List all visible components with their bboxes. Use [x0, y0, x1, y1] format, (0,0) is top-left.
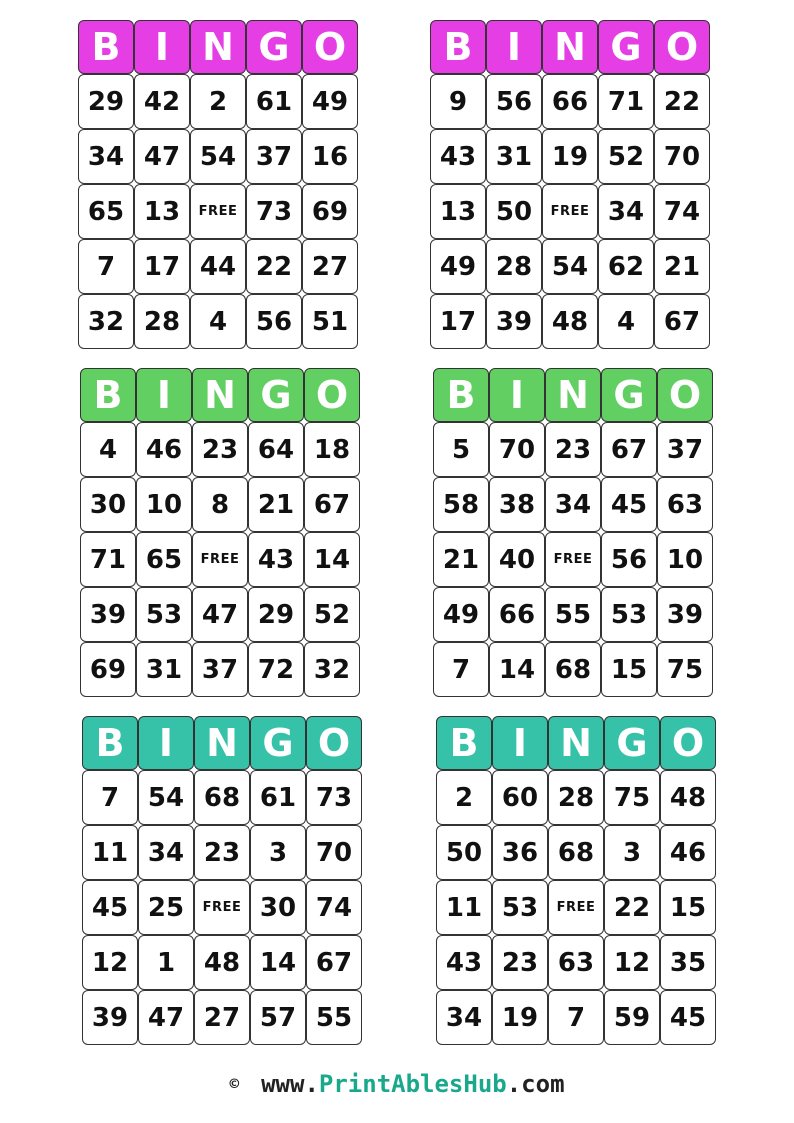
bingo-grid — [433, 422, 713, 697]
number-cell: 47 — [192, 587, 248, 642]
bingo-card — [430, 20, 710, 349]
number-cell: 63 — [657, 477, 713, 532]
number-cell: 49 — [302, 74, 358, 129]
number-cell: 39 — [82, 990, 138, 1045]
number-cell: 30 — [250, 880, 306, 935]
number-cell: 7 — [78, 239, 134, 294]
header-letter: N — [194, 716, 250, 770]
bingo-grid — [78, 74, 358, 349]
number-cell: 74 — [654, 184, 710, 239]
bingo-card — [78, 20, 358, 349]
number-cell: 31 — [136, 642, 192, 697]
number-cell: 56 — [601, 532, 657, 587]
number-cell: 15 — [660, 880, 716, 935]
number-cell: 43 — [436, 935, 492, 990]
number-cell: 22 — [246, 239, 302, 294]
number-cell: 14 — [304, 532, 360, 587]
number-cell: 17 — [134, 239, 190, 294]
number-cell: 22 — [604, 880, 660, 935]
number-cell: 46 — [660, 825, 716, 880]
number-cell: 32 — [304, 642, 360, 697]
number-cell: 4 — [598, 294, 654, 349]
header-letter: N — [190, 20, 246, 74]
number-cell: 61 — [246, 74, 302, 129]
footer-prefix: www. — [261, 1070, 319, 1098]
number-cell: 46 — [136, 422, 192, 477]
number-cell: 23 — [194, 825, 250, 880]
number-cell: 45 — [601, 477, 657, 532]
free-cell: FREE — [542, 184, 598, 239]
number-cell: 39 — [80, 587, 136, 642]
bingo-grid — [430, 74, 710, 349]
number-cell: 12 — [604, 935, 660, 990]
header-letter: O — [660, 716, 716, 770]
number-cell: 43 — [248, 532, 304, 587]
number-cell: 68 — [194, 770, 250, 825]
number-cell: 7 — [82, 770, 138, 825]
number-cell: 70 — [306, 825, 362, 880]
number-cell: 25 — [138, 880, 194, 935]
footer-suffix: .com — [506, 1070, 565, 1098]
number-cell: 60 — [492, 770, 548, 825]
number-cell: 19 — [492, 990, 548, 1045]
number-cell: 70 — [654, 129, 710, 184]
number-cell: 40 — [489, 532, 545, 587]
free-cell: FREE — [548, 880, 604, 935]
header-letter: O — [657, 368, 713, 422]
number-cell: 57 — [250, 990, 306, 1045]
bingo-header — [80, 368, 360, 422]
number-cell: 65 — [136, 532, 192, 587]
number-cell: 15 — [601, 642, 657, 697]
number-cell: 4 — [80, 422, 136, 477]
bingo-header — [82, 716, 362, 770]
header-letter: B — [78, 20, 134, 74]
footer-brand: PrintAblesHub — [318, 1070, 507, 1098]
bingo-grid — [80, 422, 360, 697]
number-cell: 53 — [492, 880, 548, 935]
number-cell: 18 — [304, 422, 360, 477]
number-cell: 53 — [136, 587, 192, 642]
number-cell: 56 — [486, 74, 542, 129]
header-letter: O — [654, 20, 710, 74]
number-cell: 29 — [78, 74, 134, 129]
number-cell: 48 — [660, 770, 716, 825]
number-cell: 54 — [138, 770, 194, 825]
header-letter: O — [306, 716, 362, 770]
header-letter: N — [542, 20, 598, 74]
number-cell: 8 — [192, 477, 248, 532]
number-cell: 62 — [598, 239, 654, 294]
number-cell: 10 — [657, 532, 713, 587]
bingo-header — [78, 20, 358, 74]
number-cell: 51 — [302, 294, 358, 349]
header-letter: N — [548, 716, 604, 770]
number-cell: 52 — [304, 587, 360, 642]
number-cell: 74 — [306, 880, 362, 935]
number-cell: 48 — [542, 294, 598, 349]
number-cell: 34 — [78, 129, 134, 184]
number-cell: 69 — [302, 184, 358, 239]
bingo-grid — [82, 770, 362, 1045]
header-letter: G — [601, 368, 657, 422]
number-cell: 69 — [80, 642, 136, 697]
number-cell: 73 — [246, 184, 302, 239]
number-cell: 49 — [430, 239, 486, 294]
number-cell: 72 — [248, 642, 304, 697]
number-cell: 31 — [486, 129, 542, 184]
number-cell: 65 — [78, 184, 134, 239]
header-letter: O — [304, 368, 360, 422]
number-cell: 55 — [545, 587, 601, 642]
header-letter: B — [80, 368, 136, 422]
header-letter: B — [82, 716, 138, 770]
number-cell: 38 — [489, 477, 545, 532]
number-cell: 11 — [82, 825, 138, 880]
number-cell: 56 — [246, 294, 302, 349]
number-cell: 67 — [306, 935, 362, 990]
number-cell: 7 — [548, 990, 604, 1045]
number-cell: 27 — [194, 990, 250, 1045]
number-cell: 3 — [250, 825, 306, 880]
free-cell: FREE — [192, 532, 248, 587]
number-cell: 13 — [134, 184, 190, 239]
number-cell: 37 — [246, 129, 302, 184]
number-cell: 53 — [601, 587, 657, 642]
number-cell: 13 — [430, 184, 486, 239]
number-cell: 29 — [248, 587, 304, 642]
bingo-header — [430, 20, 710, 74]
number-cell: 32 — [78, 294, 134, 349]
number-cell: 11 — [436, 880, 492, 935]
bingo-header — [436, 716, 716, 770]
number-cell: 54 — [542, 239, 598, 294]
number-cell: 61 — [250, 770, 306, 825]
header-letter: G — [248, 368, 304, 422]
header-letter: O — [302, 20, 358, 74]
number-cell: 21 — [248, 477, 304, 532]
free-cell: FREE — [194, 880, 250, 935]
number-cell: 50 — [486, 184, 542, 239]
bingo-card — [436, 716, 716, 1045]
number-cell: 71 — [598, 74, 654, 129]
footer-website — [0, 1070, 794, 1098]
number-cell: 30 — [80, 477, 136, 532]
number-cell: 50 — [436, 825, 492, 880]
bingo-header — [433, 368, 713, 422]
copyright-symbol: © — [229, 1074, 240, 1093]
number-cell: 48 — [194, 935, 250, 990]
header-letter: G — [598, 20, 654, 74]
number-cell: 23 — [192, 422, 248, 477]
number-cell: 4 — [190, 294, 246, 349]
number-cell: 14 — [489, 642, 545, 697]
number-cell: 34 — [598, 184, 654, 239]
bingo-card — [433, 368, 713, 697]
header-letter: I — [489, 368, 545, 422]
number-cell: 67 — [304, 477, 360, 532]
header-letter: N — [545, 368, 601, 422]
header-letter: I — [138, 716, 194, 770]
number-cell: 39 — [657, 587, 713, 642]
number-cell: 52 — [598, 129, 654, 184]
number-cell: 58 — [433, 477, 489, 532]
number-cell: 68 — [545, 642, 601, 697]
number-cell: 35 — [660, 935, 716, 990]
number-cell: 67 — [654, 294, 710, 349]
header-letter: I — [136, 368, 192, 422]
header-letter: N — [192, 368, 248, 422]
header-letter: B — [433, 368, 489, 422]
number-cell: 39 — [486, 294, 542, 349]
bingo-card — [82, 716, 362, 1045]
number-cell: 21 — [433, 532, 489, 587]
number-cell: 14 — [250, 935, 306, 990]
number-cell: 54 — [190, 129, 246, 184]
number-cell: 2 — [190, 74, 246, 129]
number-cell: 34 — [436, 990, 492, 1045]
number-cell: 28 — [486, 239, 542, 294]
number-cell: 73 — [306, 770, 362, 825]
number-cell: 59 — [604, 990, 660, 1045]
number-cell: 16 — [302, 129, 358, 184]
number-cell: 66 — [542, 74, 598, 129]
number-cell: 5 — [433, 422, 489, 477]
header-letter: G — [250, 716, 306, 770]
free-cell: FREE — [190, 184, 246, 239]
number-cell: 55 — [306, 990, 362, 1045]
number-cell: 37 — [657, 422, 713, 477]
number-cell: 49 — [433, 587, 489, 642]
number-cell: 17 — [430, 294, 486, 349]
number-cell: 22 — [654, 74, 710, 129]
number-cell: 27 — [302, 239, 358, 294]
number-cell: 7 — [433, 642, 489, 697]
number-cell: 75 — [657, 642, 713, 697]
number-cell: 2 — [436, 770, 492, 825]
number-cell: 66 — [489, 587, 545, 642]
number-cell: 45 — [82, 880, 138, 935]
number-cell: 44 — [190, 239, 246, 294]
number-cell: 71 — [80, 532, 136, 587]
header-letter: B — [430, 20, 486, 74]
number-cell: 47 — [138, 990, 194, 1045]
header-letter: I — [492, 716, 548, 770]
number-cell: 70 — [489, 422, 545, 477]
number-cell: 23 — [545, 422, 601, 477]
number-cell: 68 — [548, 825, 604, 880]
header-letter: I — [486, 20, 542, 74]
number-cell: 63 — [548, 935, 604, 990]
free-cell: FREE — [545, 532, 601, 587]
number-cell: 21 — [654, 239, 710, 294]
number-cell: 64 — [248, 422, 304, 477]
number-cell: 75 — [604, 770, 660, 825]
header-letter: G — [246, 20, 302, 74]
number-cell: 28 — [548, 770, 604, 825]
number-cell: 3 — [604, 825, 660, 880]
number-cell: 1 — [138, 935, 194, 990]
number-cell: 19 — [542, 129, 598, 184]
number-cell: 10 — [136, 477, 192, 532]
number-cell: 43 — [430, 129, 486, 184]
number-cell: 34 — [138, 825, 194, 880]
bingo-card — [80, 368, 360, 697]
number-cell: 42 — [134, 74, 190, 129]
number-cell: 45 — [660, 990, 716, 1045]
number-cell: 34 — [545, 477, 601, 532]
number-cell: 36 — [492, 825, 548, 880]
number-cell: 12 — [82, 935, 138, 990]
number-cell: 47 — [134, 129, 190, 184]
number-cell: 28 — [134, 294, 190, 349]
header-letter: I — [134, 20, 190, 74]
number-cell: 37 — [192, 642, 248, 697]
number-cell: 67 — [601, 422, 657, 477]
bingo-grid — [436, 770, 716, 1045]
number-cell: 9 — [430, 74, 486, 129]
number-cell: 23 — [492, 935, 548, 990]
header-letter: G — [604, 716, 660, 770]
header-letter: B — [436, 716, 492, 770]
